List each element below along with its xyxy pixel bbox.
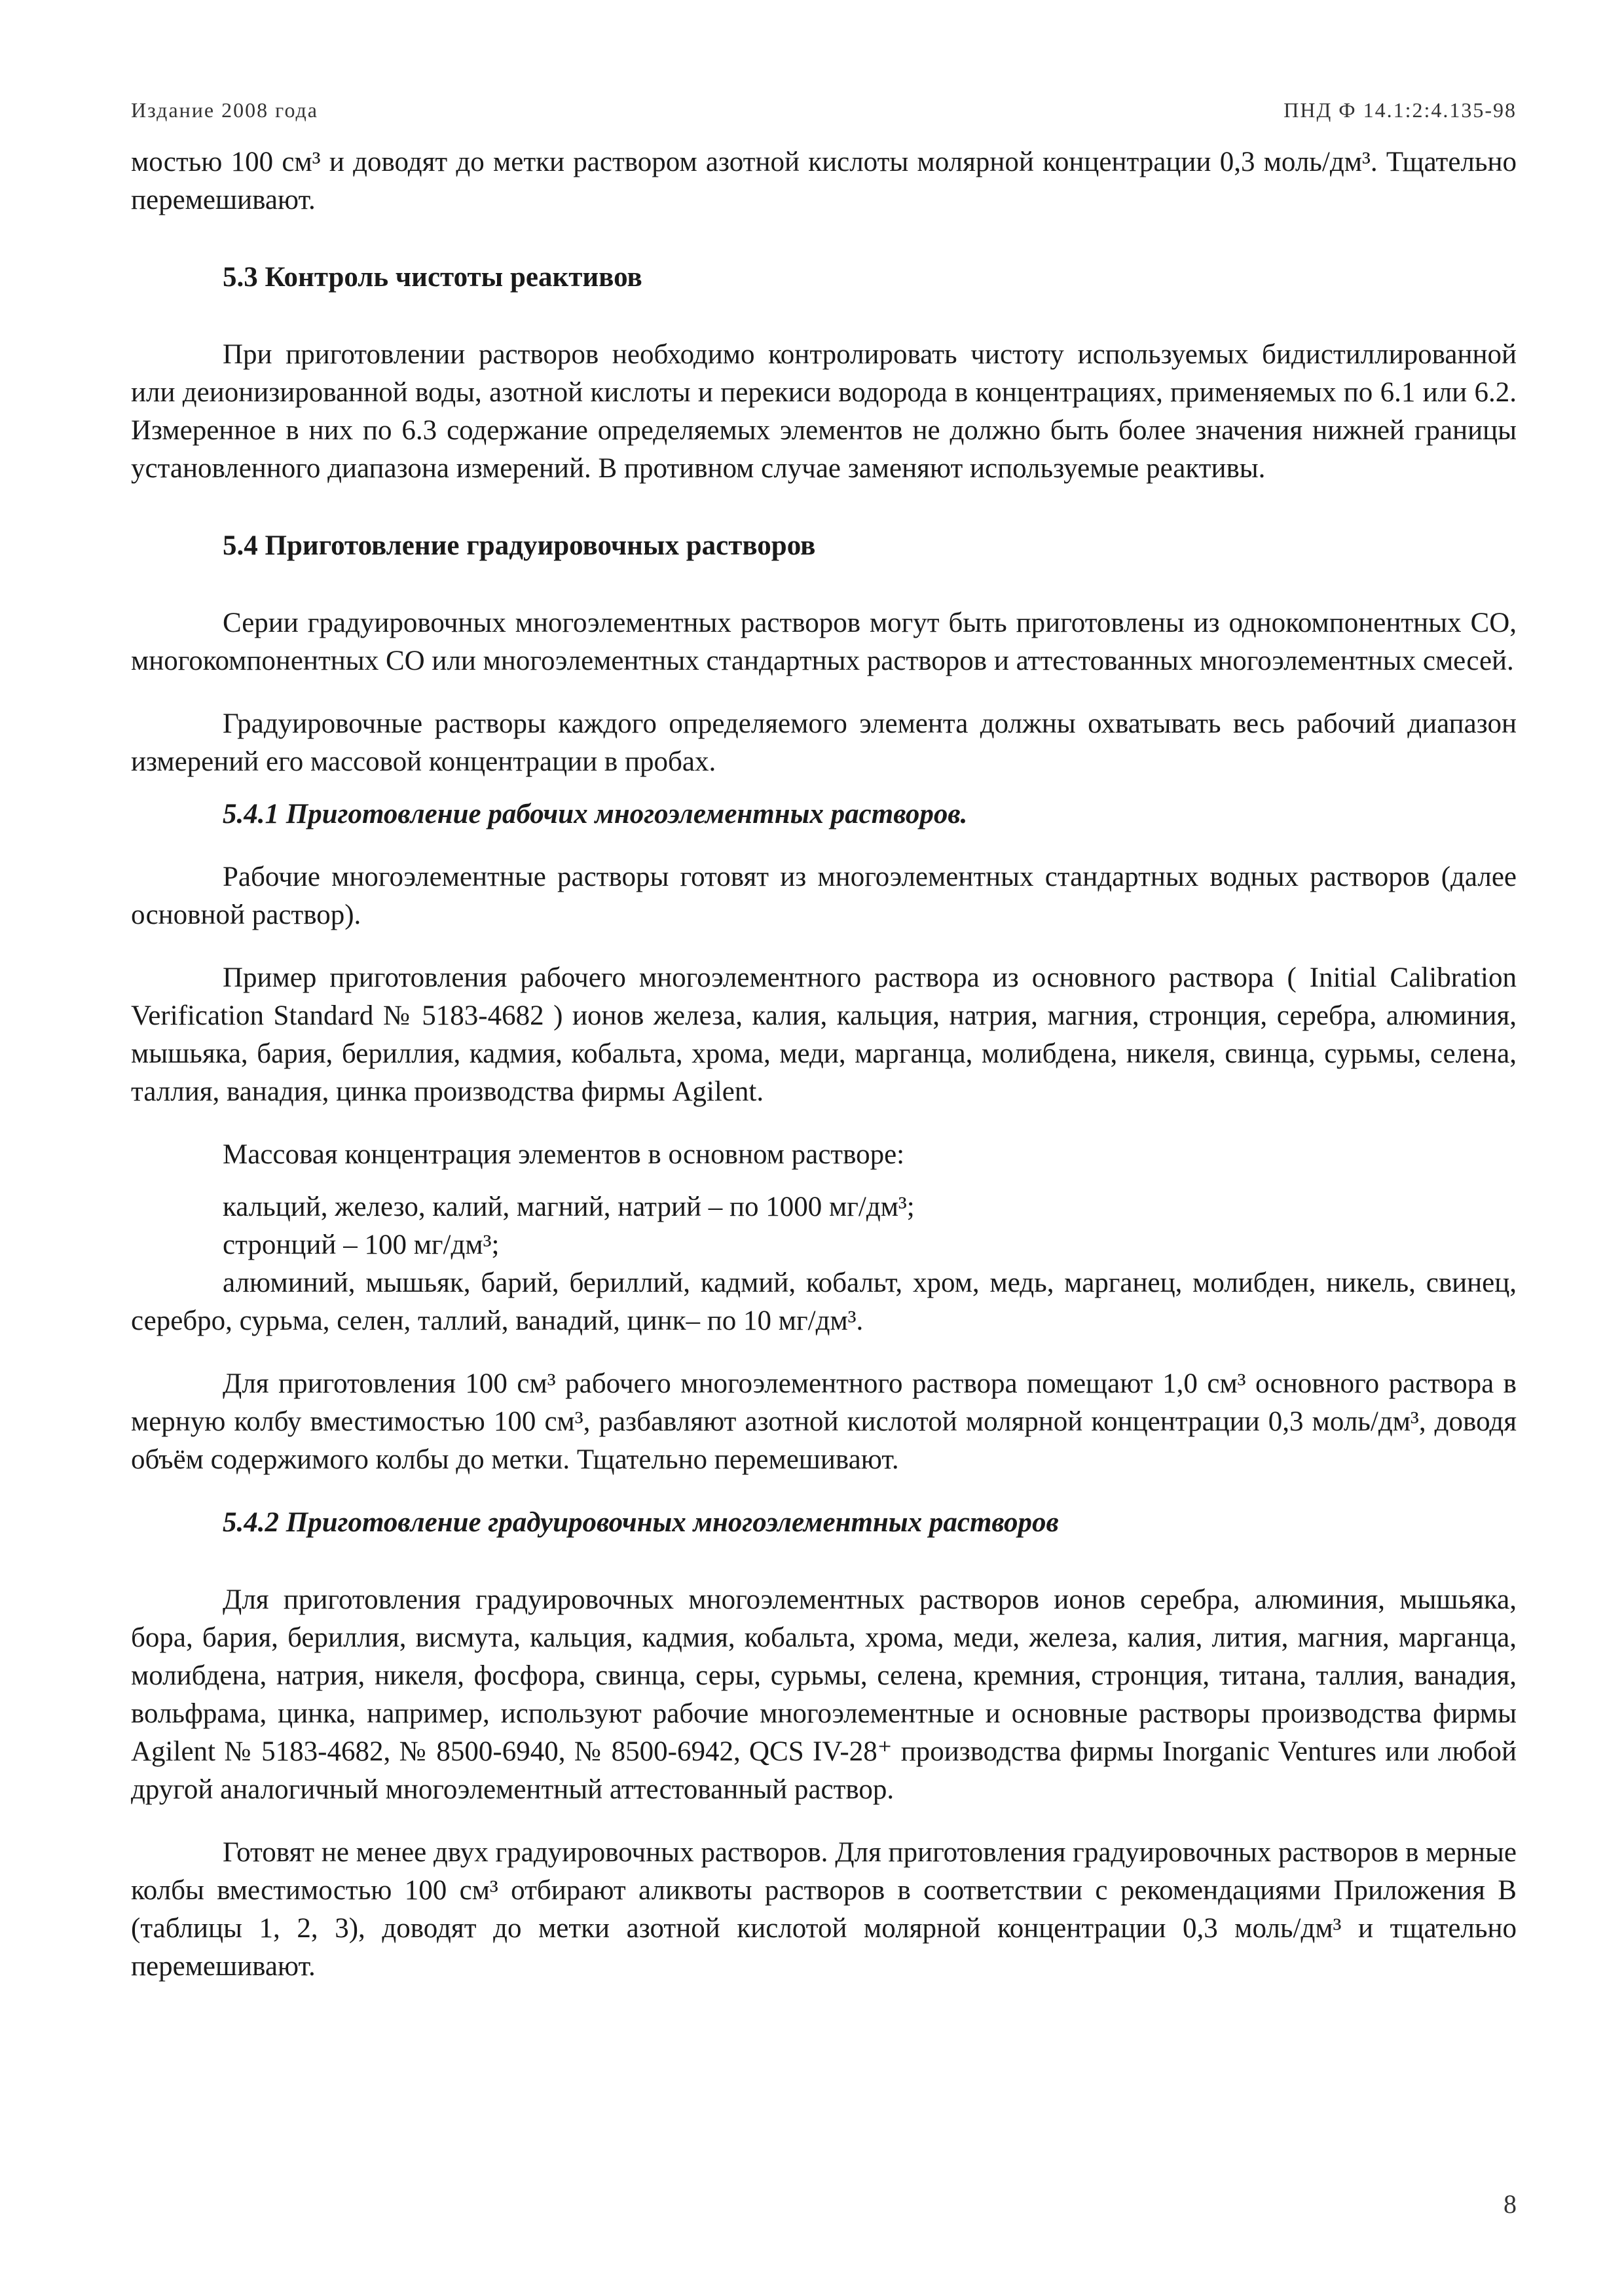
edition-label: Издание 2008 года <box>131 98 318 122</box>
section-5-3-paragraph: При приготовлении растворов необходимо контролировать чистоту используемых бидистиллированной или деионизированной воды, азотной кислоты и перекиси водорода в концентрациях, применяемых по 6.1 или 6.2. Измеренное в них по 6.3 содержание определяемых элементов не должно быть более значения нижней границы установленного диапазона измерений. В противном случае заменяют используемые реактивы. <box>131 339 1517 484</box>
document-code: ПНД Ф 14.1:2:4.135-98 <box>1283 98 1517 122</box>
section-5-4-paragraph-2: Градуировочные растворы каждого определяемого элемента должны охватывать весь рабочий диапазон измерений его массовой концентрации в пробах. <box>131 708 1517 777</box>
section-5-4-2-heading: 5.4.2 Приготовление градуировочных многоэлементных растворов <box>223 1507 1059 1538</box>
section-5-4-1-paragraph-3: Массовая концентрация элементов в основном растворе: <box>223 1139 905 1170</box>
section-5-4-heading: 5.4 Приготовление градуировочных растворов <box>223 530 816 561</box>
page-number: 8 <box>1504 2189 1517 2219</box>
section-5-3-heading: 5.3 Контроль чистоты реактивов <box>223 262 642 293</box>
concentration-line-1: кальций, железо, калий, магний, натрий – по 1000 мг/дм³; <box>223 1192 915 1222</box>
section-5-4-1-paragraph-1: Рабочие многоэлементные растворы готовят из многоэлементных стандартных водных растворов (далее основной раствор). <box>131 862 1517 930</box>
paragraph-continuation: мостью 100 см³ и доводят до метки раствором азотной кислоты молярной концентрации 0,3 моль/дм³. Тщательно перемешивают. <box>131 147 1517 215</box>
document-page <box>131 98 1517 2219</box>
section-5-4-1-paragraph-2: Пример приготовления рабочего многоэлементного раствора из основного раствора ( Initial Calibration Verification Standard № 5183-4682 ) ионов железа, калия, кальция, натрия, магния, стронция, серебра, алюминия, мышьяка, бария, бериллия, кадмия, кобальта, хрома, меди, марганца, молибдена, никеля, свинца, сурьмы, селена, таллия, ванадия, цинка производства фирмы Agilent. <box>131 962 1517 1107</box>
section-5-4-2-paragraph-1: Для приготовления градуировочных многоэлементных растворов ионов серебра, алюминия, мышьяка, бора, бария, бериллия, висмута, кальция, кадмия, кобальта, хрома, меди, железа, калия, лития, магния, марганца, молибдена, натрия, никеля, фосфора, свинца, серы, сурьмы, селена, кремния, стронция, титана, таллия, ванадия, вольфрама, цинка, например, используют рабочие многоэлементные и основные растворы производства фирмы Agilent № 5183-4682, № 8500-6940, № 8500-6942, QCS IV-28⁺ производства фирмы Inorganic Ventures или любой другой аналогичный многоэлементный аттестованный раствор. <box>131 1584 1517 1805</box>
concentration-line-3: алюминий, мышьяк, барий, бериллий, кадмий, кобальт, хром, медь, марганец, молибден, никель, свинец, серебро, сурьма, селен, таллий, ванадий, цинк– по 10 мг/дм³. <box>131 1267 1517 1336</box>
section-5-4-2-paragraph-2: Готовят не менее двух градуировочных растворов. Для приготовления градуировочных растворов в мерные колбы вместимостью 100 см³ отбирают аликвоты растворов в соответствии с рекомендациями Приложения В (таблицы 1, 2, 3), доводят до метки азотной кислотой молярной концентрации 0,3 моль/дм³ и тщательно перемешивают. <box>131 1837 1517 1982</box>
document-body <box>131 143 1517 1986</box>
section-5-4-1-heading: 5.4.1 Приготовление рабочих многоэлементных растворов. <box>223 799 968 829</box>
concentration-line-2: стронций – 100 мг/дм³; <box>223 1230 500 1260</box>
section-5-4-paragraph-1: Серии градуировочных многоэлементных растворов могут быть приготовлены из однокомпонентных СО, многокомпонентных СО или многоэлементных стандартных растворов и аттестованных многоэлементных смесей. <box>131 608 1517 676</box>
section-5-4-1-paragraph-4: Для приготовления 100 см³ рабочего многоэлементного раствора помещают 1,0 см³ основного раствора в мерную колбу вместимостью 100 см³, разбавляют азотной кислотой молярной концентрации 0,3 моль/дм³, доводя объём содержимого колбы до метки. Тщательно перемешивают. <box>131 1368 1517 1475</box>
running-header <box>131 98 1517 122</box>
